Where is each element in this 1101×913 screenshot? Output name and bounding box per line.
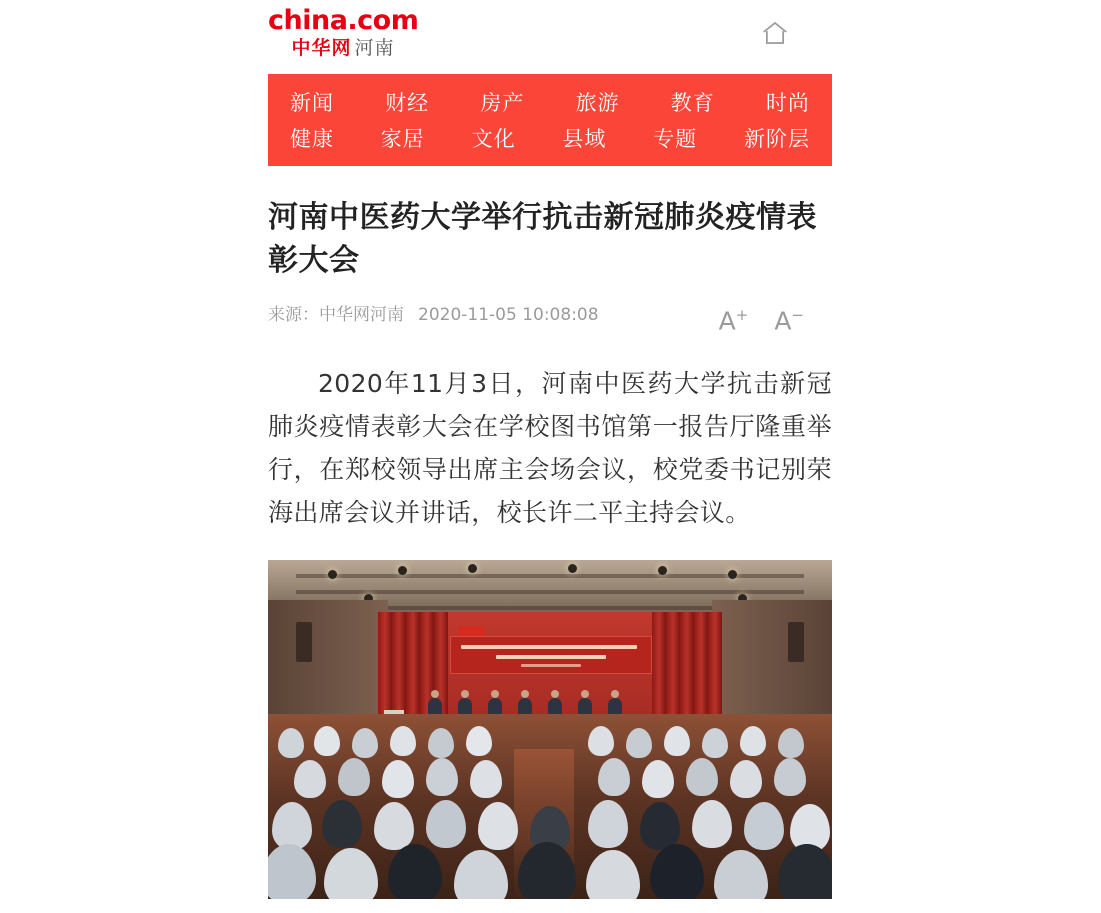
font-increase-letter: A: [718, 306, 736, 336]
nav-item-newclass[interactable]: 新阶层: [743, 127, 810, 151]
article-meta: [268, 298, 832, 336]
logo-region-text: 河南: [354, 38, 395, 59]
article-photo: [268, 560, 832, 899]
source-name: 中华网河南: [319, 305, 404, 325]
nav-item-health[interactable]: 健康: [290, 127, 334, 151]
nav-row-1: [290, 84, 810, 120]
nav-item-education[interactable]: 教育: [670, 91, 715, 115]
logo-cn-text: 中华网: [291, 38, 352, 59]
home-icon[interactable]: [760, 18, 790, 48]
nav-item-fashion[interactable]: 时尚: [765, 91, 810, 115]
nav-item-culture[interactable]: 文化: [471, 127, 516, 151]
nav-item-county[interactable]: 县域: [562, 127, 607, 151]
nav-row-2: [290, 120, 810, 156]
nav-item-realestate[interactable]: 房产: [480, 91, 525, 115]
font-increase-sign: +: [735, 306, 749, 324]
nav-item-finance[interactable]: 财经: [385, 91, 430, 115]
source-label: 来源：: [268, 305, 319, 325]
site-header: [268, 0, 832, 74]
article-body: [268, 362, 832, 534]
publish-date: 2020-11-05 10:08:08: [418, 305, 599, 325]
font-size-controls: [719, 298, 804, 338]
article-container: [268, 196, 832, 899]
nav-item-special[interactable]: 专题: [653, 127, 698, 151]
article-paragraph: 2020年11月3日，河南中医药大学抗击新冠肺炎疫情表彰大会在学校图书馆第一报告厅隆重举行，在郑校领导出席主会场会议，校党委书记别荣海出席会议并讲话，校长许二平主持会议。: [268, 369, 832, 527]
nav-item-travel[interactable]: 旅游: [575, 91, 620, 115]
header-container: [268, 0, 832, 74]
photo-audience: [268, 714, 832, 899]
font-decrease-letter: A: [774, 306, 792, 336]
nav-item-news[interactable]: 新闻: [290, 91, 334, 115]
font-increase-button[interactable]: [719, 298, 749, 338]
nav-item-home[interactable]: 家居: [380, 127, 425, 151]
logo-subtitle: [268, 38, 418, 61]
font-decrease-sign: −: [791, 306, 804, 324]
page-title: 河南中医药大学举行抗击新冠肺炎疫情表彰大会: [268, 200, 817, 278]
photo-scene: [268, 560, 832, 899]
main-navigation: [268, 74, 832, 166]
site-logo[interactable]: [268, 6, 418, 61]
photo-banner: [450, 636, 652, 674]
font-decrease-button[interactable]: [774, 298, 804, 338]
logo-wordmark: china.com: [268, 5, 419, 36]
